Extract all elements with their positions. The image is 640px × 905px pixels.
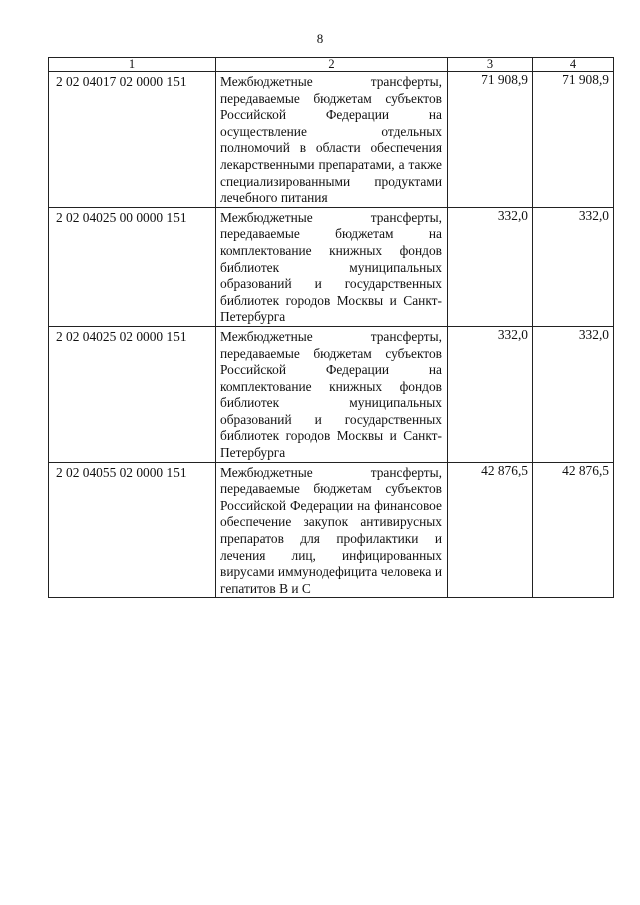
amount-col4: 42 876,5 — [533, 462, 614, 598]
amount-col3: 71 908,9 — [448, 72, 533, 208]
header-col-4: 4 — [533, 58, 614, 72]
table-row — [49, 72, 614, 208]
amount-col3: 332,0 — [448, 326, 533, 462]
table-row — [49, 326, 614, 462]
amount-col4: 332,0 — [533, 326, 614, 462]
table-row — [49, 207, 614, 326]
header-col-3: 3 — [448, 58, 533, 72]
header-row — [49, 58, 614, 72]
amount-col4: 332,0 — [533, 207, 614, 326]
amount-col4: 71 908,9 — [533, 72, 614, 208]
header-col-1: 1 — [49, 58, 216, 72]
table-body — [49, 72, 614, 598]
amount-col3: 332,0 — [448, 207, 533, 326]
amount-col3: 42 876,5 — [448, 462, 533, 598]
header-col-2: 2 — [216, 58, 448, 72]
budget-table — [48, 57, 614, 598]
table-header — [49, 58, 614, 72]
income-description: Межбюджетные трансферты, передаваемые бюджетам субъектов Российской Федерации на комплектование книжных фондов библиотек муниципальных образований и государственных библиотек городов Москвы и Санкт-Петербурга — [216, 326, 448, 462]
income-description: Межбюджетные трансферты, передаваемые бюджетам субъектов Российской Федерации на осуществление отдельных полномочий в области обеспечения лекарственными препаратами, а также специализированными продуктами лечебного питания — [216, 72, 448, 208]
classification-code: 2 02 04055 02 0000 151 — [49, 462, 216, 598]
income-description: Межбюджетные трансферты, передаваемые бюджетам на комплектование книжных фондов библиотек муниципальных образований и государственных библиотек городов Москвы и Санкт-Петербурга — [216, 207, 448, 326]
table-row — [49, 462, 614, 598]
income-description: Межбюджетные трансферты, передаваемые бюджетам субъектов Российской Федерации на финансовое обеспечение закупок антивирусных препаратов для профилактики и лечения лиц, инфицированных вирусами иммунодефицита человека и гепатитов В и С — [216, 462, 448, 598]
classification-code: 2 02 04025 00 0000 151 — [49, 207, 216, 326]
classification-code: 2 02 04025 02 0000 151 — [49, 326, 216, 462]
page-number: 8 — [316, 31, 324, 46]
classification-code: 2 02 04017 02 0000 151 — [49, 72, 216, 208]
